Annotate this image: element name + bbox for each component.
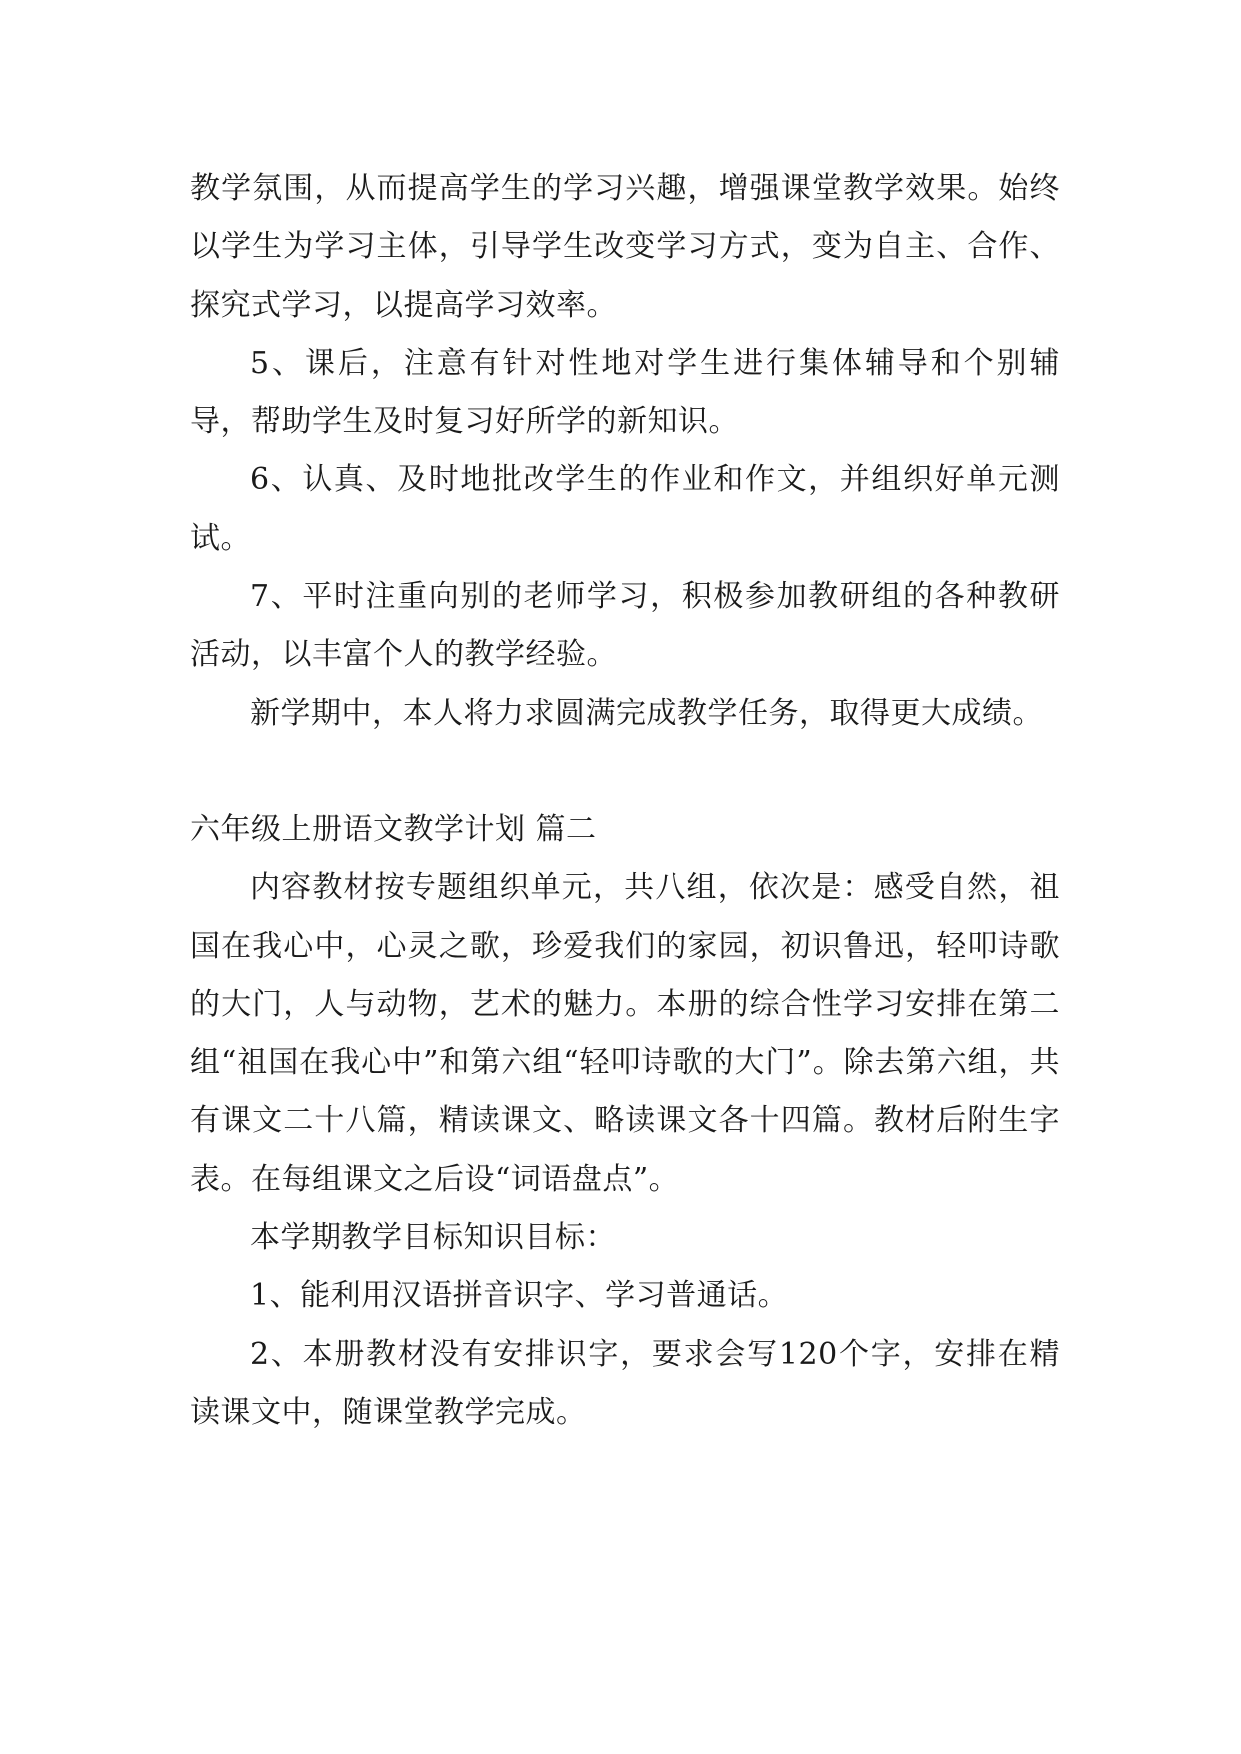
document-body	[190, 160, 1060, 1442]
paragraph-item-7: 7、平时注重向别的老师学习，积极参加教研组的各种教研活动，以丰富个人的教学经验。	[190, 579, 1060, 673]
paragraph-content-overview: 内容教材按专题组织单元，共八组，依次是：感受自然，祖国在我心中，心灵之歌，珍爱我们的家园，初识鲁迅，轻叩诗歌的大门，人与动物，艺术的魅力。本册的综合性学习安排在第二组“祖国在我心中”和第六组“轻叩诗歌的大门”。除去第六组，共有课文二十八篇，精读课文、略读课文各十四篇。教材后附生字表。在每组课文之后设“词语盘点”。	[190, 870, 1060, 1197]
paragraph-continuation: 教学氛围，从而提高学生的学习兴趣，增强课堂教学效果。始终以学生为学习主体，引导学生改变学习方式，变为自主、合作、探究式学习，以提高学习效率。	[190, 171, 1060, 323]
paragraph-item-6: 6、认真、及时地批改学生的作业和作文，并组织好单元测试。	[190, 462, 1060, 556]
section-heading: 六年级上册语文教学计划 篇二	[190, 811, 597, 847]
paragraph-item-5: 5、课后，注意有针对性地对学生进行集体辅导和个别辅导，帮助学生及时复习好所学的新知识。	[190, 345, 1060, 440]
paragraph-goal-1: 1、能利用汉语拼音识字、学习普通话。	[250, 1278, 789, 1314]
paragraph-goals-title: 本学期教学目标知识目标：	[250, 1220, 616, 1256]
paragraph-goal-2: 2、本册教材没有安排识字，要求会写120个字，安排在精读课文中，随课堂教学完成。	[190, 1336, 1060, 1430]
paragraph-closing: 新学期中，本人将力求圆满完成教学任务，取得更大成绩。	[250, 695, 1043, 731]
